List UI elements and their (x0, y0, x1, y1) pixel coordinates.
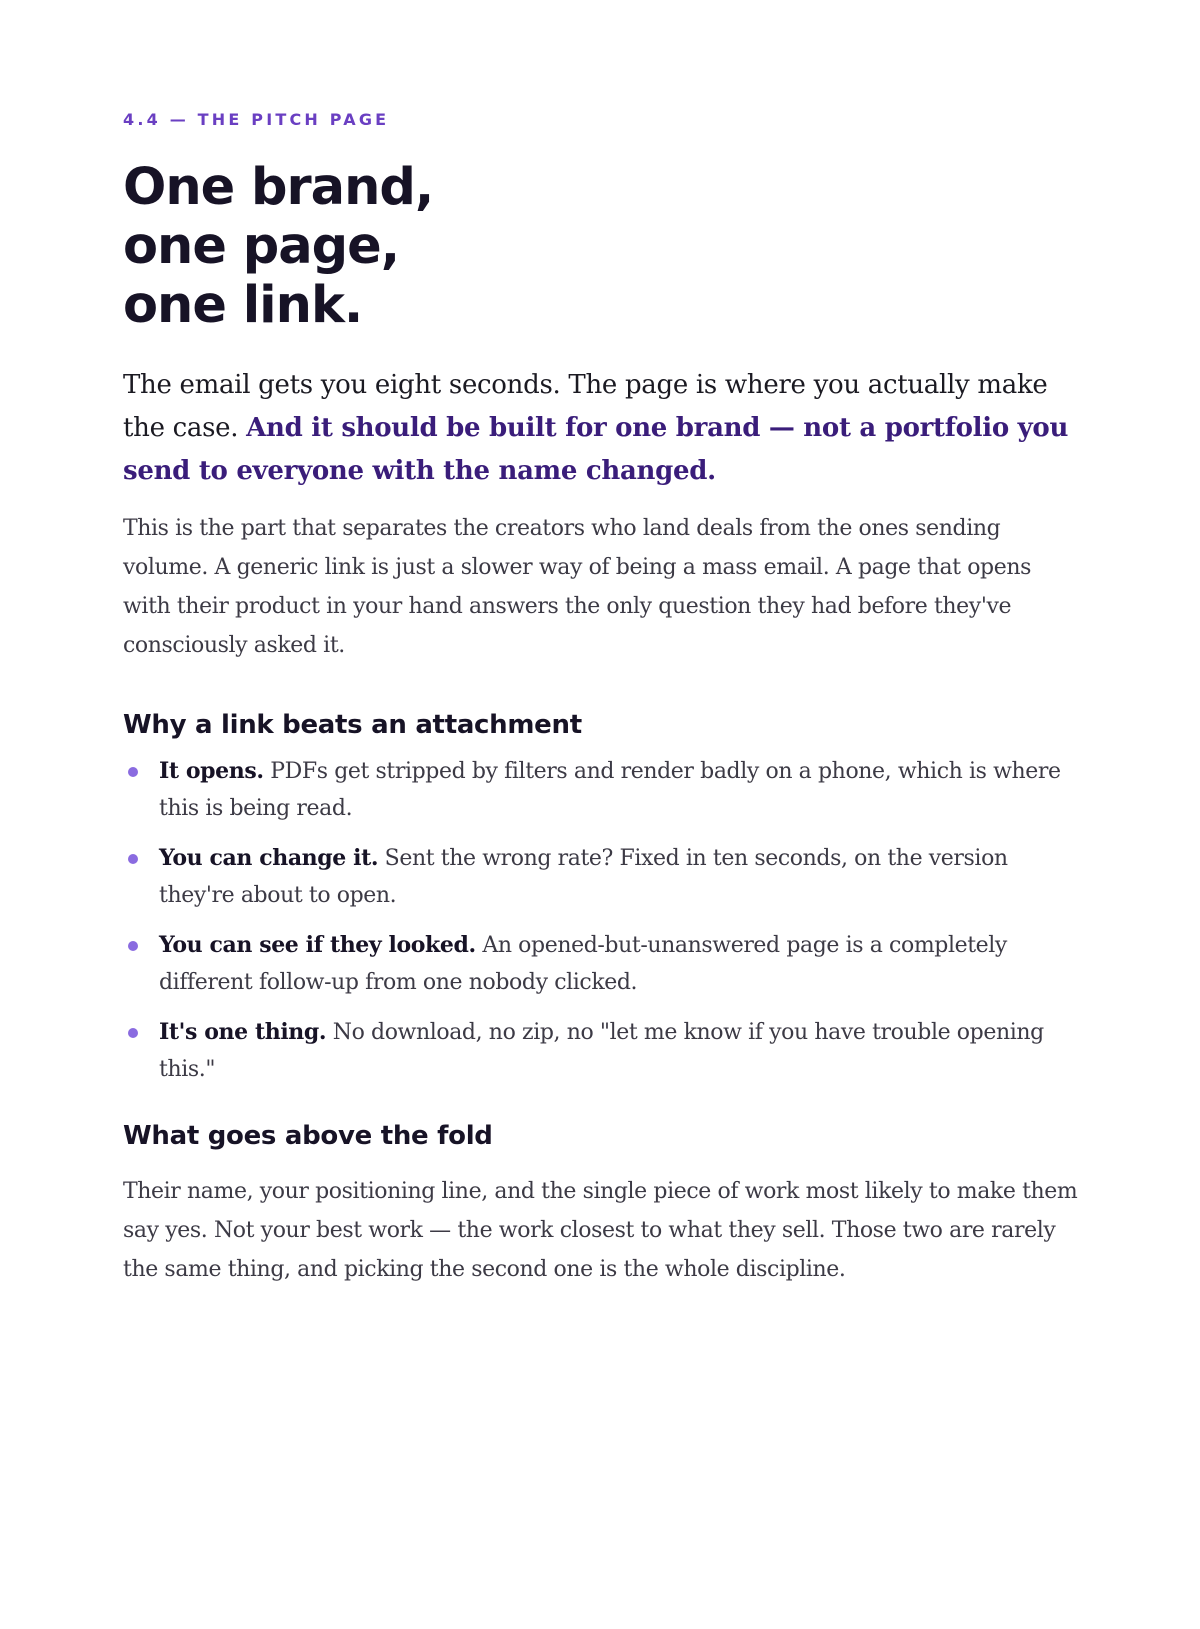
list-item (123, 927, 1078, 1001)
bullet-dot-icon (128, 854, 138, 864)
list-item-text: PDFs get stripped by filters and render badly on a phone, which is where this is being read. (159, 759, 1061, 821)
lede-emphasis: And it should be built for one brand — not a portfolio you send to everyone with the name changed. (123, 413, 1069, 486)
list-item (123, 1014, 1078, 1088)
lede-paragraph (123, 364, 1078, 493)
page-title (123, 158, 1078, 335)
list-item (123, 840, 1078, 914)
bullet-dot-icon (128, 941, 138, 951)
content-column (123, 100, 1078, 1289)
list-item-text: An opened-but-unanswered page is a completely different follow-up from one nobody clicked. (159, 933, 1007, 995)
fold-paragraph: Their name, your positioning line, and the single piece of work most likely to make them say yes. Not your best work — the work closest to what they sell. Those two are rarely the same thing, and picking the second one is the whole discipline. (123, 1179, 1078, 1282)
title-line: one page, (123, 217, 400, 276)
list-item-text: No download, no zip, no "let me know if you have trouble opening this." (159, 1020, 1044, 1082)
section-eyebrow: 4.4 — THE PITCH PAGE (123, 110, 390, 129)
list-item-text: Sent the wrong rate? Fixed in ten seconds, on the version they're about to open. (159, 846, 1008, 908)
bullet-dot-icon (128, 1028, 138, 1038)
section-heading-above-fold: What goes above the fold (123, 1121, 493, 1151)
list-item (123, 753, 1078, 827)
bullet-list (123, 753, 1078, 1088)
bullet-dot-icon (128, 767, 138, 777)
lede-text: The email gets you eight seconds. The page is where you actually make the case. (123, 370, 1048, 443)
intro-paragraph: This is the part that separates the creators who land deals from the ones sending volume. A generic link is just a slower way of being a mass email. A page that opens with their product in your hand answers the only question they had before they've consciously asked it. (123, 516, 1032, 658)
title-line: one link. (123, 276, 363, 335)
list-item-lead: It's one thing. (159, 1019, 327, 1045)
list-item-lead: You can change it. (159, 845, 379, 871)
list-item-lead: You can see if they looked. (159, 932, 476, 958)
section-heading-why-link: Why a link beats an attachment (123, 710, 582, 740)
title-line: One brand, (123, 158, 434, 217)
list-item-lead: It opens. (159, 758, 264, 784)
